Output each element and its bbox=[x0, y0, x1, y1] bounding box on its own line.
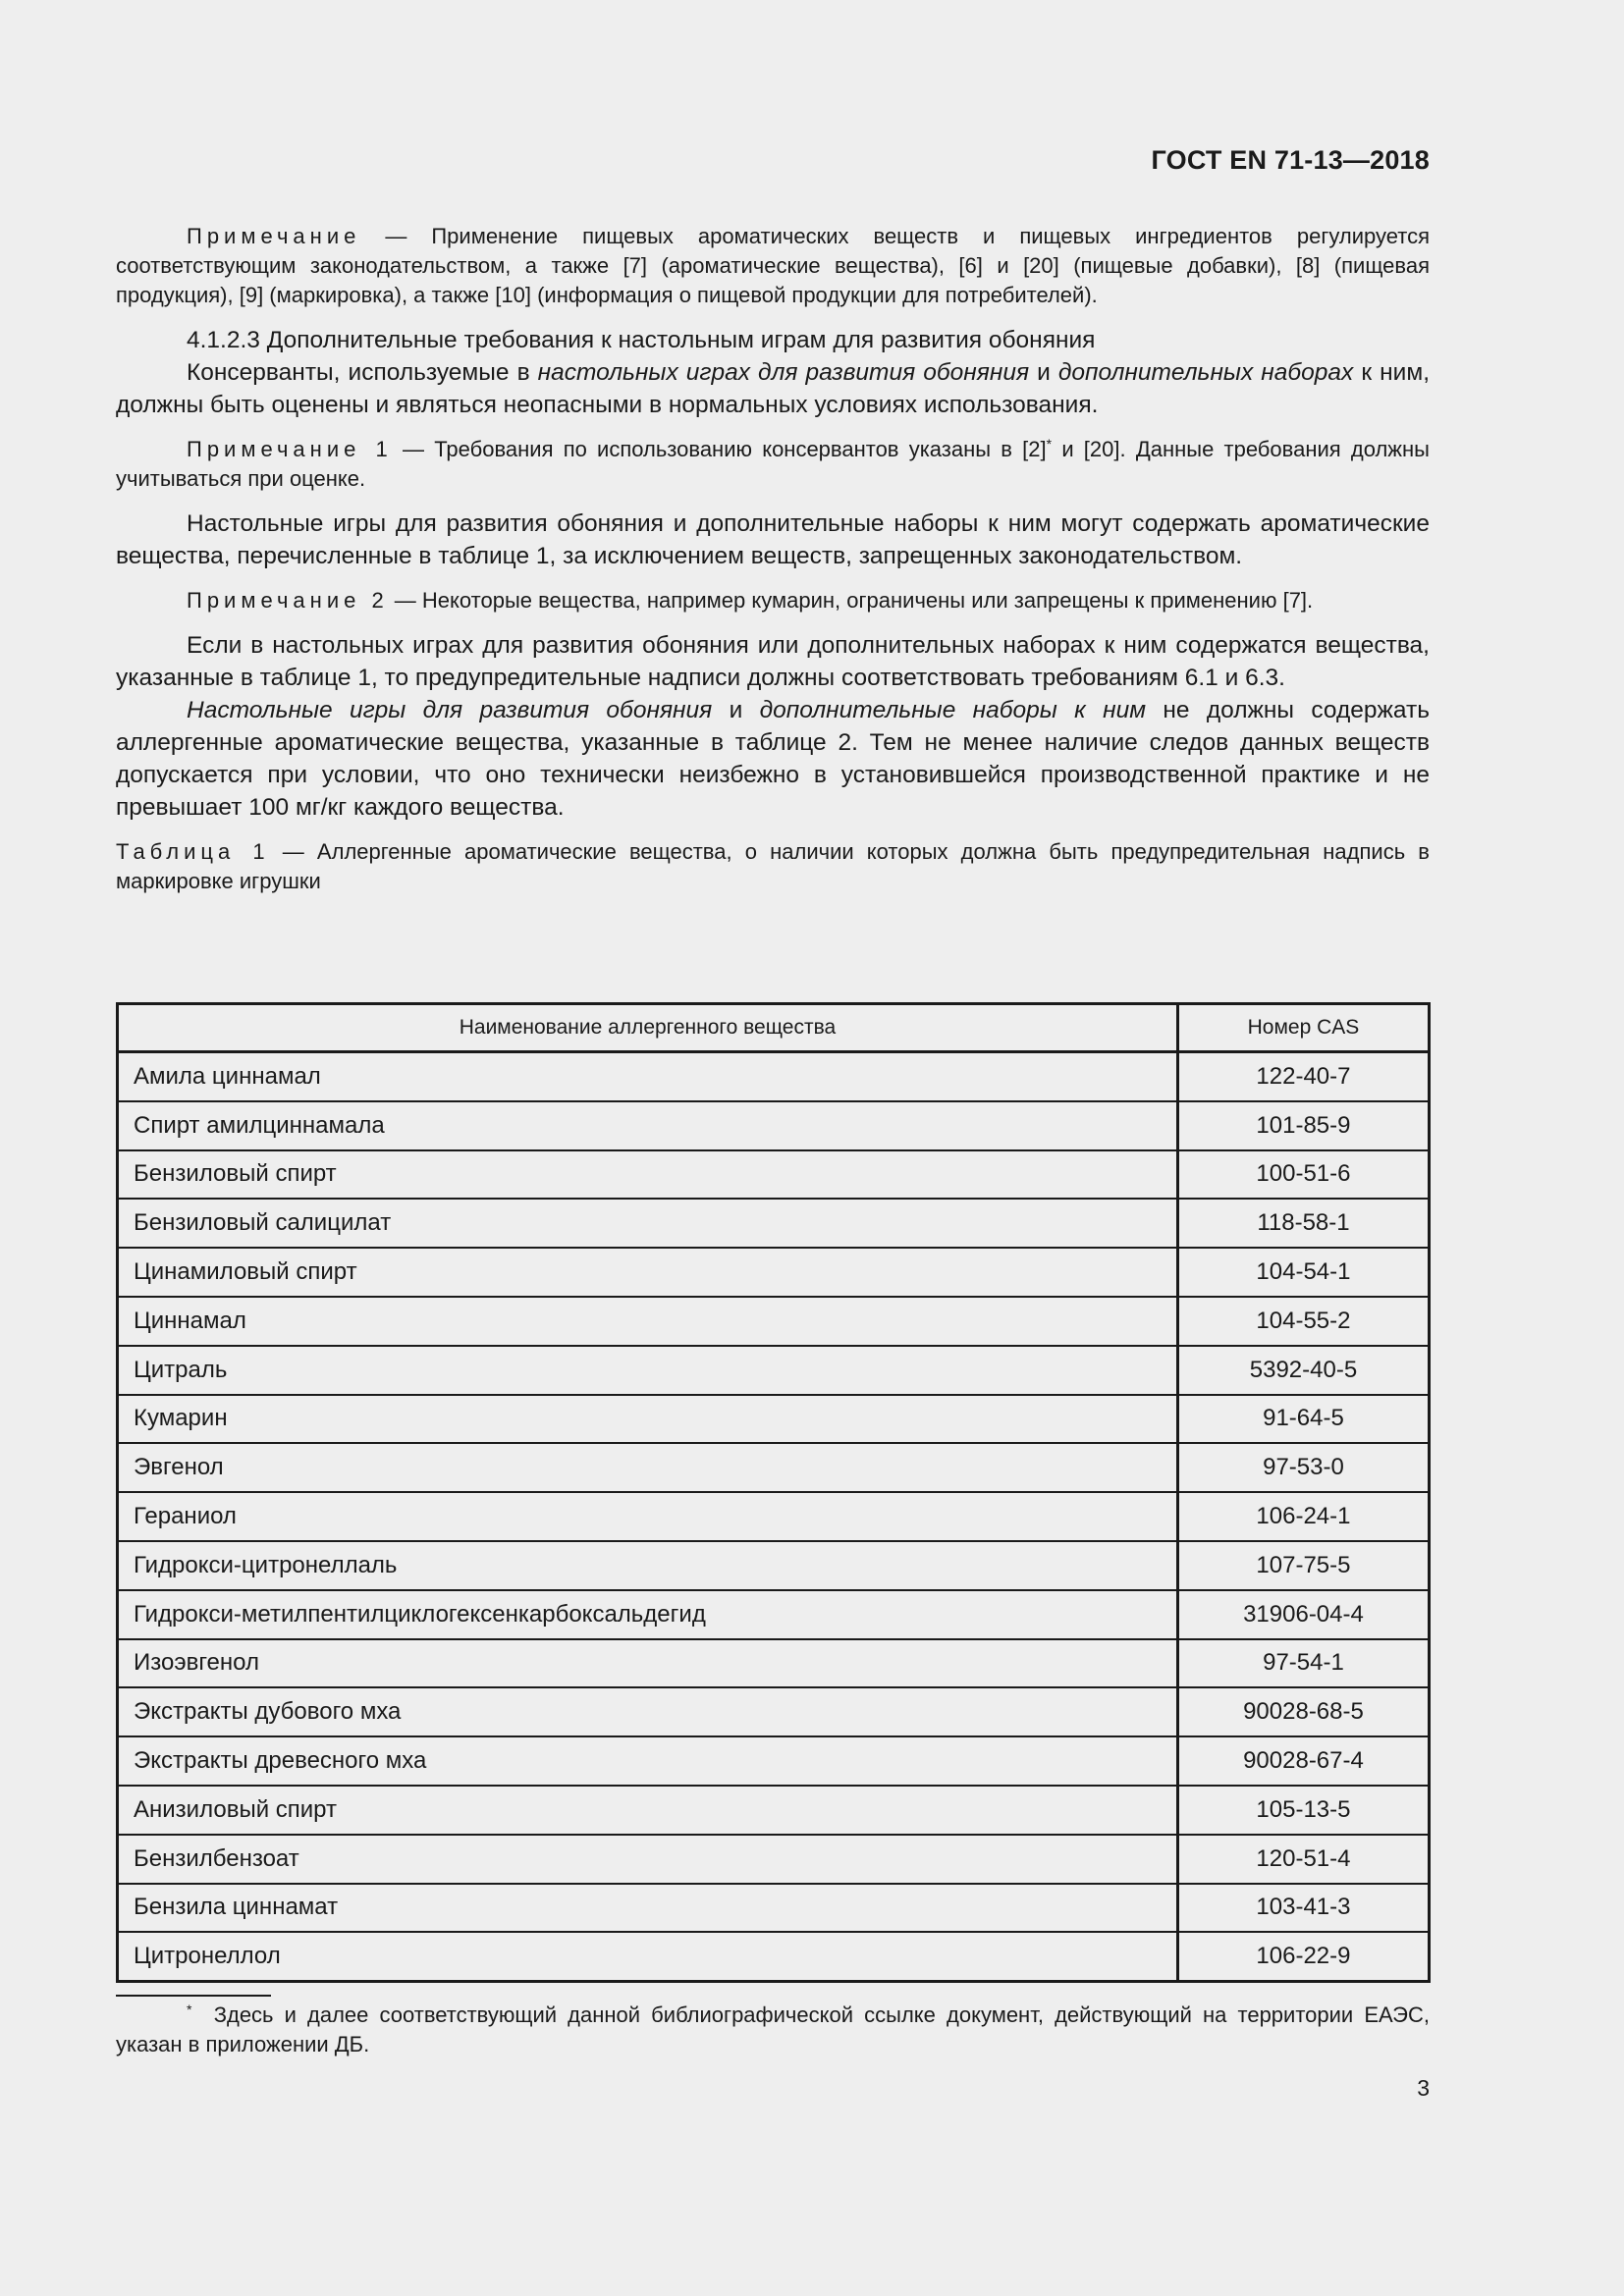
footnote-marker: * bbox=[1046, 436, 1053, 452]
table-row bbox=[118, 1297, 1430, 1346]
substance-name-cell: Гидрокси-цитронеллаль bbox=[118, 1541, 1178, 1590]
substance-name-cell: Анизиловый спирт bbox=[118, 1786, 1178, 1835]
note-2 bbox=[116, 586, 1430, 615]
note-label: Примечание 2 bbox=[187, 588, 389, 613]
substance-name-cell: Цитронеллол bbox=[118, 1932, 1178, 1981]
table-header-row bbox=[118, 1004, 1430, 1052]
table-row bbox=[118, 1248, 1430, 1297]
footnote-text bbox=[116, 2001, 1430, 2059]
cas-number-cell: 90028-68-5 bbox=[1177, 1687, 1429, 1736]
italic-term: Настольные игры для развития обоняния bbox=[187, 697, 713, 723]
note-text: и [20]. Данные требования должны учитываться при оценке. bbox=[116, 437, 1430, 491]
cas-number-cell: 120-51-4 bbox=[1177, 1835, 1429, 1884]
substance-name-cell: Спирт амилциннамала bbox=[118, 1101, 1178, 1150]
substance-name-cell: Гидрокси-метилпентилциклогексенкарбоксальдегид bbox=[118, 1590, 1178, 1639]
cas-number-cell: 107-75-5 bbox=[1177, 1541, 1429, 1590]
substance-name-cell: Цинамиловый спирт bbox=[118, 1248, 1178, 1297]
italic-term: настольных играх для развития обоняния bbox=[537, 359, 1030, 386]
text-run: Консерванты, используемые в bbox=[187, 359, 538, 386]
table-row bbox=[118, 1101, 1430, 1150]
note-label: Примечание 1 bbox=[187, 437, 393, 461]
note-intro bbox=[116, 222, 1430, 310]
footnote-marker: * bbox=[187, 2002, 192, 2017]
footnote-rule bbox=[116, 1995, 271, 1997]
cas-number-cell: 31906-04-4 bbox=[1177, 1590, 1429, 1639]
table-row bbox=[118, 1835, 1430, 1884]
cas-number-cell: 106-24-1 bbox=[1177, 1492, 1429, 1541]
substance-name-cell: Изоэвгенол bbox=[118, 1639, 1178, 1688]
substance-name-cell: Экстракты древесного мха bbox=[118, 1736, 1178, 1786]
allergen-table bbox=[116, 1002, 1431, 1983]
document-body bbox=[116, 222, 1430, 896]
substance-name-cell: Амила циннамал bbox=[118, 1052, 1178, 1101]
cas-number-cell: 103-41-3 bbox=[1177, 1884, 1429, 1933]
table-row bbox=[118, 1639, 1430, 1688]
caption-label: Таблица 1 bbox=[116, 839, 270, 864]
footnote-body: Здесь и далее соответствующий данной библиографической ссылке документ, действующий на территории ЕАЭС, указан в приложении ДБ. bbox=[116, 2002, 1430, 2056]
table-row bbox=[118, 1786, 1430, 1835]
italic-term: дополнительные наборы к ним bbox=[759, 697, 1146, 723]
table-row bbox=[118, 1736, 1430, 1786]
note-text: — Применение пищевых ароматических веществ и пищевых ингредиентов регулируется соответствующим законодательством, а также [7] (ароматические вещества), [6] и [20] (пищевые добавки), [8] (пищевая продукция), [9] (маркировка), а также [10] (информация о пищевой продукции для потребителей). bbox=[116, 224, 1430, 307]
substance-name-cell: Экстракты дубового мха bbox=[118, 1687, 1178, 1736]
substance-name-cell: Эвгенол bbox=[118, 1443, 1178, 1492]
page-number: 3 bbox=[1417, 2075, 1430, 2101]
table-row bbox=[118, 1932, 1430, 1981]
cas-number-cell: 105-13-5 bbox=[1177, 1786, 1429, 1835]
cas-number-cell: 97-54-1 bbox=[1177, 1639, 1429, 1688]
substance-name-cell: Цитраль bbox=[118, 1346, 1178, 1395]
substance-name-cell: Кумарин bbox=[118, 1395, 1178, 1444]
table-row bbox=[118, 1687, 1430, 1736]
text-run: не должны содержать аллергенные ароматические вещества, указанные в таблице 2. Тем не менее наличие следов данных веществ допускается при условии, что оно технически неизбежно в установившейся производственной практике и не превышает 100 мг/кг каждого вещества. bbox=[116, 697, 1430, 821]
table-row bbox=[118, 1052, 1430, 1101]
cas-number-cell: 106-22-9 bbox=[1177, 1932, 1429, 1981]
note-text: — Некоторые вещества, например кумарин, ограничены или запрещены к применению [7]. bbox=[388, 588, 1314, 613]
substance-name-cell: Бензила циннамат bbox=[118, 1884, 1178, 1933]
table-row bbox=[118, 1443, 1430, 1492]
text-run: и bbox=[712, 697, 760, 723]
cas-number-cell: 104-55-2 bbox=[1177, 1297, 1429, 1346]
substance-name-cell: Бензиловый салицилат bbox=[118, 1199, 1178, 1248]
note-text: — Требования по использованию консервантов указаны в [2] bbox=[392, 437, 1047, 461]
italic-term: дополнительных наборах bbox=[1057, 359, 1354, 386]
table-body bbox=[118, 1052, 1430, 1982]
table-row bbox=[118, 1590, 1430, 1639]
contain-paragraph: Настольные игры для развития обоняния и дополнительные наборы к ним могут содержать ароматические вещества, перечисленные в таблице 1, за исключением веществ, запрещенных законодательством. bbox=[116, 510, 1430, 569]
text-run: к ним, должны быть оценены и являться неопасными в нормальных условиях использования. bbox=[116, 359, 1431, 418]
table-row bbox=[118, 1541, 1430, 1590]
substance-name-cell: Гераниол bbox=[118, 1492, 1178, 1541]
cas-number-cell: 5392-40-5 bbox=[1177, 1346, 1429, 1395]
caption-text: — Аллергенные ароматические вещества, о наличии которых должна быть предупредительная надпись в маркировке игрушки bbox=[116, 839, 1430, 893]
cas-number-cell: 90028-67-4 bbox=[1177, 1736, 1429, 1786]
cas-number-cell: 104-54-1 bbox=[1177, 1248, 1429, 1297]
footnote bbox=[116, 2001, 1430, 2059]
cas-number-cell: 122-40-7 bbox=[1177, 1052, 1429, 1101]
cas-number-cell: 97-53-0 bbox=[1177, 1443, 1429, 1492]
warning-paragraph: Если в настольных играх для развития обоняния или дополнительных наборах к ним содержатся вещества, указанные в таблице 1, то предупредительные надписи должны соответствовать требованиям 6.1 и 6.3. bbox=[116, 632, 1430, 691]
table-caption bbox=[116, 837, 1430, 896]
table-row bbox=[118, 1395, 1430, 1444]
table-row bbox=[118, 1492, 1430, 1541]
table-row bbox=[118, 1150, 1430, 1200]
cas-number-cell: 101-85-9 bbox=[1177, 1101, 1429, 1150]
cas-number-cell: 118-58-1 bbox=[1177, 1199, 1429, 1248]
substance-name-cell: Бензиловый спирт bbox=[118, 1150, 1178, 1200]
table-row bbox=[118, 1884, 1430, 1933]
substance-name-cell: Циннамал bbox=[118, 1297, 1178, 1346]
table-row bbox=[118, 1199, 1430, 1248]
table-row bbox=[118, 1346, 1430, 1395]
cas-number-cell: 91-64-5 bbox=[1177, 1395, 1429, 1444]
column-header-cas: Номер CAS bbox=[1177, 1004, 1429, 1052]
section-heading: 4.1.2.3 Дополнительные требования к настольным играм для развития обоняния bbox=[187, 327, 1096, 353]
column-header-name: Наименование аллергенного вещества bbox=[118, 1004, 1178, 1052]
cas-number-cell: 100-51-6 bbox=[1177, 1150, 1429, 1200]
allergen-paragraph bbox=[116, 694, 1430, 824]
note-label: Примечание bbox=[187, 224, 361, 248]
substance-name-cell: Бензилбензоат bbox=[118, 1835, 1178, 1884]
note-1 bbox=[116, 435, 1430, 494]
preservatives-paragraph bbox=[116, 356, 1430, 421]
text-run: и bbox=[1029, 359, 1058, 386]
standard-designation: ГОСТ EN 71-13—2018 bbox=[1151, 145, 1430, 175]
